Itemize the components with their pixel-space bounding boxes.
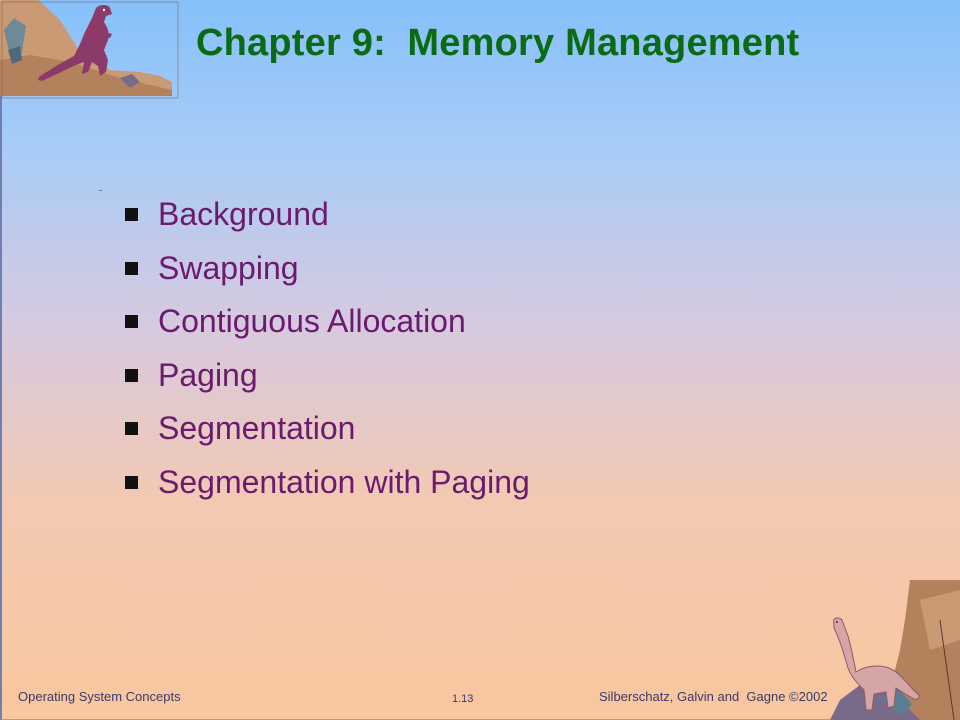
bullet-text: Paging	[158, 356, 258, 393]
footer-copyright: Silberschatz, Galvin and Gagne ©2002	[599, 689, 828, 704]
bullet-marker-icon	[125, 262, 138, 275]
bullet-item	[125, 242, 530, 296]
bullet-marker-icon	[125, 422, 138, 435]
bullet-marker-icon	[125, 369, 138, 382]
bullet-item	[125, 295, 530, 349]
footer-course-name: Operating System Concepts	[18, 689, 181, 704]
slide-number: 1.13	[452, 693, 474, 705]
bullet-marker-icon	[125, 476, 138, 489]
bullet-item	[125, 456, 530, 510]
bullet-text: Background	[158, 196, 329, 233]
dinosaur-trex-icon	[0, 0, 180, 100]
bullet-text: Segmentation with Paging	[158, 463, 530, 500]
bullet-item	[125, 349, 530, 403]
bullet-text: Contiguous Allocation	[158, 303, 466, 340]
bullet-list	[125, 188, 530, 509]
bullet-item	[125, 402, 530, 456]
slide-title: Chapter 9: Memory Management	[196, 22, 800, 64]
bullet-text: Swapping	[158, 249, 299, 286]
bullet-marker-icon	[125, 315, 138, 328]
dinosaur-brontosaurus-icon	[820, 580, 960, 720]
bullet-item	[125, 188, 530, 242]
stray-mark	[99, 190, 102, 191]
bullet-marker-icon	[125, 208, 138, 221]
bullet-text: Segmentation	[158, 410, 356, 447]
